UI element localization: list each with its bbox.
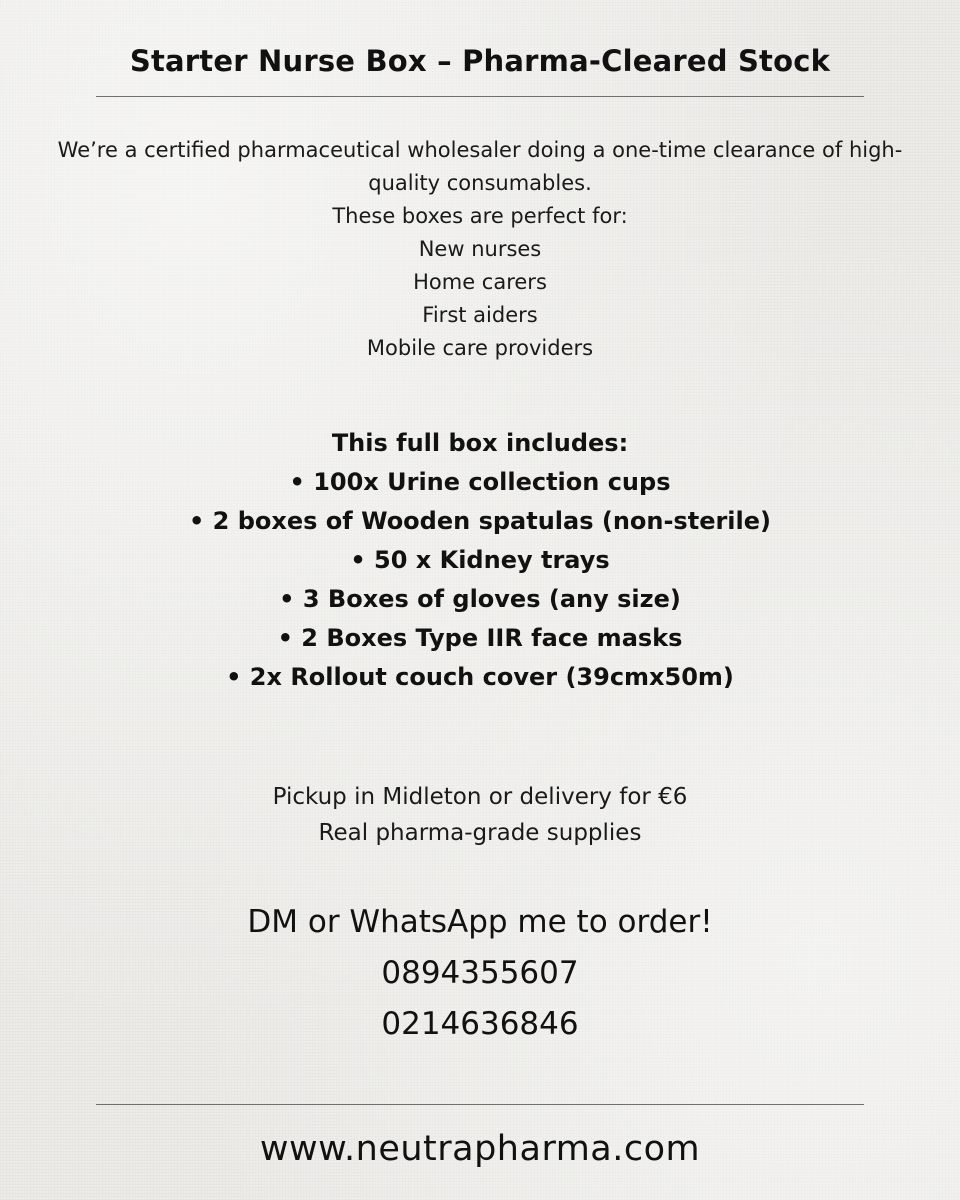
audience-item: Mobile care providers [366, 336, 594, 360]
includes-section [0, 424, 960, 697]
contact-section [0, 897, 960, 1050]
includes-item: • 50 x Kidney trays [350, 546, 610, 574]
page-title: Starter Nurse Box – Pharma-Cleared Stock [129, 44, 831, 78]
pickup-text: Pickup in Midleton or delivery for €6 [272, 784, 688, 810]
intro-section [8, 134, 952, 365]
audience-item: Home carers [413, 270, 547, 294]
intro-line-1: We’re a certified pharmaceutical wholesaler doing a one-time clearance of high- [57, 138, 903, 162]
includes-item: • 2x Rollout couch cover (39cmx50m) [226, 663, 734, 691]
quality-text: Real pharma-grade supplies [318, 820, 642, 846]
includes-item: • 2 boxes of Wooden spatulas (non-sterile) [188, 507, 772, 535]
intro-line-2: quality consumables. [368, 171, 592, 195]
phone-number: 0214636846 [381, 1006, 579, 1042]
includes-item: • 2 Boxes Type IIR face masks [277, 624, 683, 652]
includes-item: • 100x Urine collection cups [289, 468, 671, 496]
order-cta: DM or WhatsApp me to order! [247, 904, 713, 940]
audience-item: New nurses [418, 237, 542, 261]
includes-heading: This full box includes: [331, 429, 629, 457]
bottom-divider [96, 1104, 864, 1105]
audience-item: First aiders [422, 303, 538, 327]
top-divider [96, 96, 864, 97]
includes-item: • 3 Boxes of gloves (any size) [279, 585, 681, 613]
website-url: www.neutrapharma.com [259, 1129, 701, 1169]
info-section [0, 779, 960, 851]
audience-lead: These boxes are perfect for: [332, 204, 628, 228]
phone-number: 0894355607 [381, 955, 579, 991]
